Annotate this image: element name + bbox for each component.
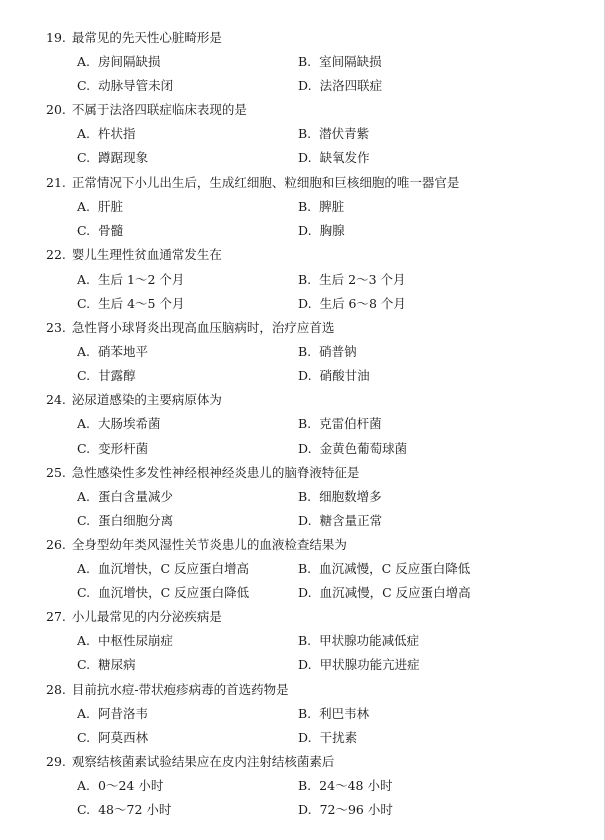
question-stem [46,752,334,770]
option-c: C. 骨髓 [77,223,124,238]
option-a: A. 大肠埃希菌 [77,416,161,431]
option-d: D. 血沉减慢，C 反应蛋白增高 [298,585,471,600]
question-text: 目前抗水痘-带状疱疹病毒的首选药物是 [71,682,289,697]
option-a: A. 阿昔洛韦 [77,706,149,721]
question-number: 21. [46,175,66,190]
option-c: C. 变形杆菌 [77,441,149,456]
question-number: 28. [46,682,66,697]
question-text: 不属于法洛四联症临床表现的是 [71,102,247,117]
question-stem [46,173,459,191]
option-a: A. 0～24 小时 [77,778,164,793]
option-c: C. 动脉导管未闭 [77,78,174,93]
question-number: 27. [46,609,66,624]
option-a: A. 杵状指 [77,126,136,141]
question-stem [46,28,222,46]
question-stem [46,318,334,336]
question-stem [46,463,359,481]
question-stem [46,535,347,553]
question-text: 小儿最常见的内分泌疾病是 [71,609,222,624]
option-c: C. 甘露醇 [77,368,136,383]
option-d: D. 干扰素 [298,730,358,745]
option-b: B. 利巴韦林 [298,706,370,721]
question-text: 全身型幼年类风湿性关节炎患儿的血液检查结果为 [71,537,347,552]
option-a: A. 中枢性尿崩症 [77,633,174,648]
option-d: D. 法洛四联症 [298,78,383,93]
question-number: 23. [46,320,66,335]
option-a: A. 肝脏 [77,199,124,214]
question-number: 25. [46,465,66,480]
option-d: D. 生后 6～8 个月 [298,296,406,311]
option-d: D. 缺氧发作 [298,150,370,165]
option-d: D. 金黄色葡萄球菌 [298,441,408,456]
option-c: C. 血沉增快，C 反应蛋白降低 [77,585,250,600]
question-number: 22. [46,247,66,262]
option-b: B. 甲状腺功能减低症 [298,633,420,648]
option-b: B. 血沉减慢，C 反应蛋白降低 [298,561,471,576]
option-b: B. 克雷伯杆菌 [298,416,382,431]
option-d: D. 胸腺 [298,223,345,238]
option-d: D. 硝酸甘油 [298,368,370,383]
option-b: B. 生后 2～3 个月 [298,272,406,287]
question-number: 19. [46,30,66,45]
question-stem [46,390,222,408]
option-c: C. 生后 4～5 个月 [77,296,185,311]
option-d: D. 72～96 小时 [298,802,393,817]
option-c: C. 蹲踞现象 [77,150,149,165]
option-c: C. 阿莫西林 [77,730,149,745]
question-number: 26. [46,537,66,552]
question-stem [46,607,222,625]
question-stem [46,245,222,263]
question-text: 泌尿道感染的主要病原体为 [71,392,222,407]
question-number: 24. [46,392,66,407]
question-stem [46,100,247,118]
question-text: 观察结核菌素试验结果应在皮内注射结核菌素后 [71,754,335,769]
option-c: C. 48～72 小时 [77,802,172,817]
option-b: B. 硝普钠 [298,344,357,359]
question-text: 急性感染性多发性神经根神经炎患儿的脑脊液特征是 [71,465,360,480]
option-b: B. 24～48 小时 [298,778,393,793]
question-text: 最常见的先天性心脏畸形是 [71,30,222,45]
option-d: D. 甲状腺功能亢进症 [298,657,420,672]
option-a: A. 蛋白含量减少 [77,489,174,504]
option-b: B. 细胞数增多 [298,489,382,504]
question-number: 20. [46,102,66,117]
option-a: A. 房间隔缺损 [77,54,161,69]
question-stem [46,680,289,698]
option-b: B. 脾脏 [298,199,345,214]
question-number: 29. [46,754,66,769]
option-c: C. 蛋白细胞分离 [77,513,174,528]
option-a: A. 硝苯地平 [77,344,149,359]
question-text: 正常情况下小儿出生后，生成红细胞、粒细胞和巨核细胞的唯一器官是 [71,175,460,190]
option-a: A. 生后 1～2 个月 [77,272,185,287]
option-d: D. 糖含量正常 [298,513,383,528]
option-b: B. 潜伏青紫 [298,126,370,141]
option-c: C. 糖尿病 [77,657,136,672]
question-text: 急性肾小球肾炎出现高血压脑病时，治疗应首选 [71,320,335,335]
option-a: A. 血沉增快，C 反应蛋白增高 [77,561,250,576]
question-text: 婴儿生理性贫血通常发生在 [71,247,222,262]
option-b: B. 室间隔缺损 [298,54,382,69]
